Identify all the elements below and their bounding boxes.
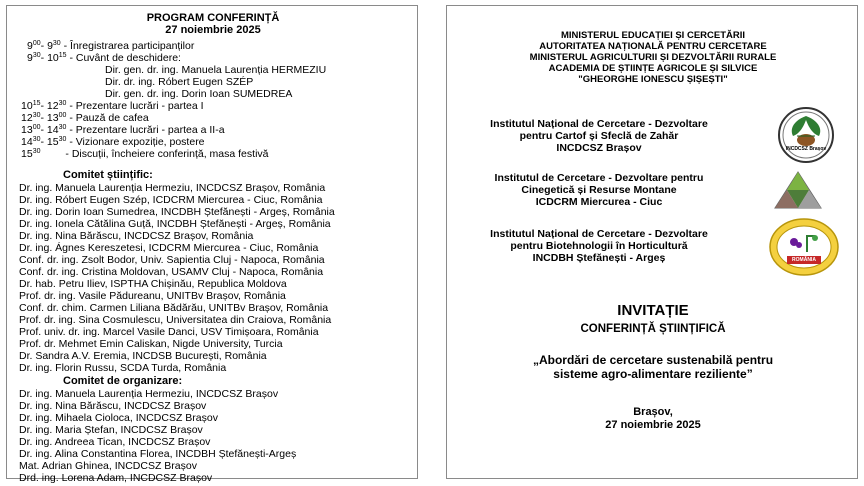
list-item: Prof. dr. ing. Vasile Pădureanu, UNITBv Brașov, România [19, 290, 286, 302]
list-item: Dr. ing. Alina Constantina Florea, INCDBH Ștefănești-Argeș [19, 448, 297, 460]
schedule-item: $9^{00}-$ $9^{30}$ - Înregistrarea participanților [27, 40, 195, 52]
institute-line: ICDCRM Miercurea - Ciuc [535, 196, 663, 208]
logo-caption: INCDCSZ Brașov [785, 146, 827, 152]
list-item: Dr. ing. Ágnes Kereszetesi, ICDCRM Miercurea - Ciuc, România [19, 242, 319, 254]
conference-theme: sisteme agro-alimentare reziliente” [553, 367, 753, 381]
list-item: Dr. ing. Dorin Ioan Sumedrea, INCDBH Ștefănești - Argeș, România [19, 206, 335, 218]
institute-line: Cinegetică și Resurse Montane [521, 184, 677, 196]
list-item: Prof. dr. Mehmet Emin Caliskan, Nigde University, Turcia [19, 338, 283, 350]
opening-speaker: Dir. gen. dr. ing. Dorin Ioan SUMEDREA [105, 88, 293, 100]
opening-speaker: Dir. gen. dr. ing. Manuela Laurenția HERMEZIU [105, 64, 327, 76]
list-item: Dr. ing. Ionela Cătălina Guță, INCDBH Ștefănești - Argeș, România [19, 218, 331, 230]
authority-line: AUTORITATEA NAȚIONALĂ PENTRU CERCETARE [539, 41, 767, 52]
horticulture-seal-logo [769, 218, 839, 281]
institute-incdcsz [459, 118, 739, 154]
list-item: Prof. univ. dr. ing. Marcel Vasile Danci, USV Timișoara, România [19, 326, 319, 338]
organizing-committee-title: Comitet de organizare: [63, 375, 183, 387]
list-item: Mat. Adrian Ghinea, INCDCSZ Brașov [19, 460, 197, 472]
schedule-item: $9^{30}-$ $10^{15}$ - Cuvânt de deschidere: [27, 52, 181, 64]
authorities-header [447, 30, 859, 85]
event-city: Brașov, [633, 406, 673, 418]
invitation-title: INVITAȚIE [617, 302, 689, 319]
scientific-committee-list [19, 182, 335, 374]
schedule-item: $12^{30}-$ $13^{00}$ - Pauză de cafea [21, 112, 149, 124]
list-item: Conf. dr. ing. Cristina Moldovan, USAMV Cluj - Napoca, România [19, 266, 324, 278]
list-item: Dr. ing. Andreea Tican, INCDCSZ Brașov [19, 436, 211, 448]
institute-line: INCDCSZ Brașov [556, 142, 642, 154]
institute-line: Institutul de Cercetare - Dezvoltare pentru [494, 172, 704, 184]
authority-line: MINISTERUL EDUCAȚIEI ȘI CERCETĂRII [560, 30, 746, 41]
institute-line: pentru Cartof și Sfeclă de Zahăr [519, 130, 679, 142]
authority-line: "GHEORGHE IONESCU ȘIȘEȘTI" [578, 74, 728, 85]
list-item: Dr. ing. Róbert Eugen Szép, ICDCRM Miercurea - Ciuc, România [19, 194, 323, 206]
list-item: Dr. ing. Manuela Laurenția Hermeziu, INCDCSZ Brașov, România [19, 182, 326, 194]
scientific-committee-title: Comitet științific: [63, 169, 153, 181]
list-item: Prof. dr. ing. Sina Cosmulescu, Universitatea din Craiova, România [19, 314, 332, 326]
list-item: Drd. ing. Lorena Adam, INCDCSZ Brașov [19, 472, 213, 484]
schedule-item: $14^{30}-$ $15^{30}$ - Vizionare expoziție, postere [21, 136, 205, 148]
program-title: PROGRAM CONFERINȚĂ [146, 12, 280, 24]
organizing-committee-list [19, 388, 296, 484]
institute-line: pentru Biotehnologii în Horticultură [510, 240, 688, 252]
schedule-item: $10^{15}-$ $12^{30}$ - Prezentare lucrări - partea I [21, 100, 204, 112]
event-date: 27 noiembrie 2025 [605, 419, 701, 431]
list-item: Dr. ing. Manuela Laurenția Hermeziu, INCDCSZ Brașov [19, 388, 279, 400]
opening-speaker: Dir. dr. ing. Róbert Eugen SZÉP [105, 76, 254, 88]
list-item: Dr. ing. Maria Ștefan, INCDCSZ Brașov [19, 424, 203, 436]
list-item: Dr. ing. Nina Bărăscu, INCDCSZ Brașov [19, 400, 207, 412]
list-item: Dr. ing. Nina Bărăscu, INCDCSZ Brașov, România [19, 230, 254, 242]
authority-line: MINISTERUL AGRICULTURII ȘI DEZVOLTĂRII RURALE [529, 52, 777, 63]
logo-caption: ROMÂNIA [792, 257, 816, 263]
authority-line: ACADEMIA DE ȘTIINȚE AGRICOLE ȘI SILVICE [548, 63, 758, 74]
potato-leaf-logo [775, 106, 837, 169]
invitation-subtitle: CONFERINȚĂ ȘTIINȚIFICĂ [580, 323, 726, 335]
list-item: Dr. Sandra A.V. Eremia, INCDSB București, România [19, 350, 267, 362]
institute-line: INCDBH Ștefănești - Argeș [532, 252, 666, 264]
institute-line: Institutul Național de Cercetare - Dezvoltare [490, 118, 708, 130]
triangle-mosaic-logo [773, 170, 823, 215]
institute-line: Institutul Național de Cercetare - Dezvoltare [490, 228, 708, 240]
institute-icdcrm [459, 172, 739, 208]
list-item: Dr. ing. Florin Russu, SCDA Turda, România [19, 362, 227, 374]
list-item: Dr. hab. Petru Iliev, ISPTHA Chișinău, Republica Moldova [19, 278, 287, 290]
list-item: Conf. dr. ing. Zsolt Bodor, Univ. Sapientia Cluj - Napoca, România [19, 254, 325, 266]
list-item: Dr. ing. Mihaela Cioloca, INCDCSZ Brașov [19, 412, 218, 424]
schedule-item: $13^{00}-$ $14^{30}$ - Prezentare lucrări - partea a II-a [21, 124, 225, 136]
institute-incdbh [459, 228, 739, 264]
program-date: 27 noiembrie 2025 [165, 24, 261, 36]
program-panel [6, 5, 418, 484]
invitation-panel [446, 5, 858, 479]
list-item: Conf. dr. chim. Carmen Liliana Bădărău, UNITBv Brașov, România [19, 302, 329, 314]
conference-theme: „Abordări de cercetare sustenabilă pentru [532, 353, 774, 367]
schedule-item: $15^{30}$ - Discuții, încheiere conferință, masa festivă [21, 148, 269, 160]
